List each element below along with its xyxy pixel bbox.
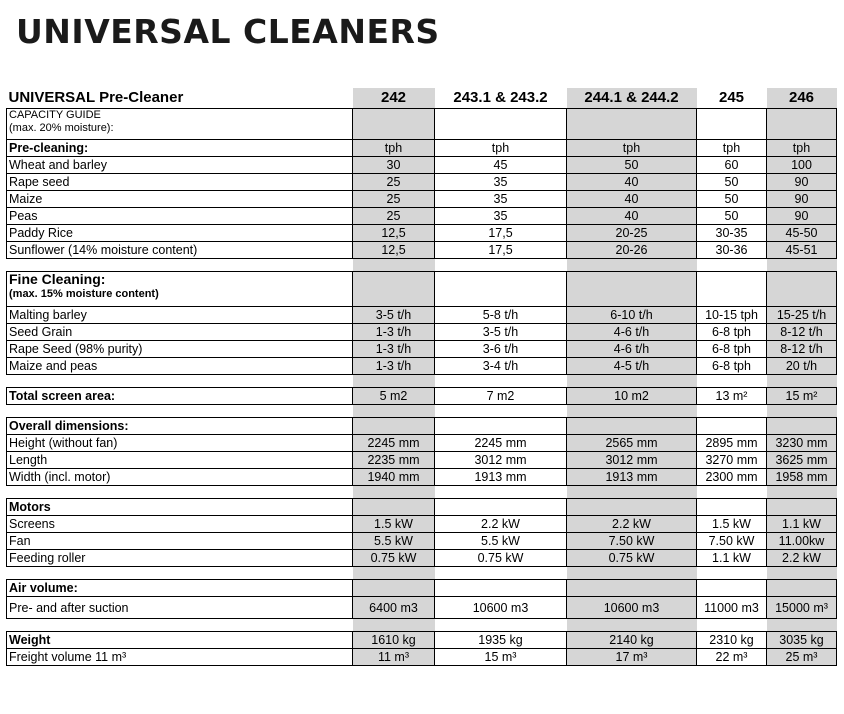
value-cell: 10 m2 [567,388,697,405]
value-cell: 1.1 kW [697,550,767,567]
value-cell: 5.5 kW [435,533,567,550]
empty-cell [767,272,837,307]
value-cell: 0.75 kW [353,550,435,567]
value-cell: 90 [767,174,837,191]
row-label: Malting barley [7,307,353,324]
spacer-cell [567,259,697,272]
empty-cell [435,580,567,597]
section-title: Overall dimensions: [7,418,353,435]
table-row [7,341,837,358]
weight-row [7,632,837,649]
empty-cell [567,418,697,435]
value-cell: 40 [567,174,697,191]
model-header: 246 [767,88,837,109]
value-cell: 11000 m3 [697,597,767,619]
value-cell: 1958 mm [767,469,837,486]
value-cell: 90 [767,208,837,225]
page-title: UNIVERSAL CLEANERS [16,12,440,51]
value-cell: 7 m2 [435,388,567,405]
value-cell: 17,5 [435,242,567,259]
value-cell: 12,5 [353,242,435,259]
value-cell: 45 [435,157,567,174]
value-cell: 1-3 t/h [353,358,435,375]
value-cell: 15-25 t/h [767,307,837,324]
value-cell: 6-10 t/h [567,307,697,324]
spec-table [6,88,837,666]
empty-cell [767,109,837,140]
value-cell: 40 [567,208,697,225]
row-label: Rape Seed (98% purity) [7,341,353,358]
value-cell: 22 m³ [697,649,767,666]
value-cell: 45-51 [767,242,837,259]
spacer-cell [435,259,567,272]
value-cell: 1935 kg [435,632,567,649]
empty-cell [567,109,697,140]
value-cell: 3-6 t/h [435,341,567,358]
spacer-cell [697,375,767,388]
value-cell: 1940 mm [353,469,435,486]
spacer-cell [697,619,767,632]
spacer-cell [767,405,837,418]
table-row [7,191,837,208]
value-cell: 10600 m3 [567,597,697,619]
unit-cell: tph [567,140,697,157]
freight-row [7,649,837,666]
value-cell: 3-5 t/h [435,324,567,341]
value-cell: 50 [697,208,767,225]
table-row [7,208,837,225]
section-title: Motors [7,499,353,516]
value-cell: 7.50 kW [697,533,767,550]
table-row [7,157,837,174]
value-cell: 2245 mm [353,435,435,452]
spacer-cell [435,619,567,632]
value-cell: 10600 m3 [435,597,567,619]
row-label: Maize [7,191,353,208]
table-row [7,550,837,567]
value-cell: 25 [353,174,435,191]
value-cell: 20 t/h [767,358,837,375]
empty-cell [353,499,435,516]
table-row [7,324,837,341]
header-row [7,88,837,109]
spacer-cell [7,567,353,580]
value-cell: 8-12 t/h [767,341,837,358]
spacer-cell [353,486,435,499]
spacer-cell [767,567,837,580]
spacer-cell [435,405,567,418]
empty-cell [435,109,567,140]
value-cell: 3230 mm [767,435,837,452]
model-header: 243.1 & 243.2 [453,89,548,106]
table-row [7,307,837,324]
row-label: Length [7,452,353,469]
section-title [7,272,353,307]
value-cell: 15000 m³ [767,597,837,619]
section-row [7,580,837,597]
table-row [7,435,837,452]
empty-cell [353,418,435,435]
empty-cell [697,109,767,140]
value-cell: 2.2 kW [435,516,567,533]
empty-cell [767,418,837,435]
spacer-cell [567,567,697,580]
row-label: Width (incl. motor) [7,469,353,486]
value-cell: 1913 mm [567,469,697,486]
value-cell: 15 m² [767,388,837,405]
section-title: Weight [7,632,353,649]
spacer-cell [567,486,697,499]
unit-cell: tph [767,140,837,157]
spacer-cell [697,259,767,272]
value-cell: 4-6 t/h [567,341,697,358]
value-cell: 1610 kg [353,632,435,649]
table-row [7,469,837,486]
section-title: Total screen area: [7,388,353,405]
value-cell: 2565 mm [567,435,697,452]
fine-cleaning-title: Fine Cleaning: [9,271,106,287]
empty-cell [697,272,767,307]
spacer-cell [567,405,697,418]
empty-cell [697,580,767,597]
empty-cell [767,499,837,516]
row-label: Paddy Rice [7,225,353,242]
spacer-cell [435,567,567,580]
row-label: Screens [7,516,353,533]
spacer-row [7,259,837,272]
empty-cell [567,580,697,597]
table-row [7,225,837,242]
spacer-cell [567,375,697,388]
value-cell: 3270 mm [697,452,767,469]
value-cell: 2235 mm [353,452,435,469]
value-cell: 13 m² [697,388,767,405]
spacer-cell [435,486,567,499]
capacity-guide-label [7,109,353,140]
spacer-row [7,405,837,418]
model-header: 245 [718,89,745,106]
spacer-row [7,375,837,388]
row-label: Freight volume 11 m³ [7,649,353,666]
value-cell: 60 [697,157,767,174]
value-cell: 5.5 kW [353,533,435,550]
unit-cell: tph [697,140,767,157]
table-row [7,242,837,259]
row-label: Maize and peas [7,358,353,375]
value-cell: 2895 mm [697,435,767,452]
spacer-row [7,619,837,632]
value-cell: 35 [435,208,567,225]
unit-cell: tph [435,140,567,157]
empty-cell [435,499,567,516]
row-label: Pre- and after suction [7,597,353,619]
value-cell: 30-36 [697,242,767,259]
value-cell: 12,5 [353,225,435,242]
value-cell: 2.2 kW [767,550,837,567]
spacer-cell [697,486,767,499]
value-cell: 1-3 t/h [353,324,435,341]
value-cell: 11 m³ [353,649,435,666]
spacer-cell [767,486,837,499]
spacer-cell [7,619,353,632]
table-row [7,533,837,550]
section-title: Air volume: [7,580,353,597]
value-cell: 30-35 [697,225,767,242]
table-row [7,516,837,533]
spacer-row [7,567,837,580]
spacer-cell [353,259,435,272]
value-cell: 1.5 kW [353,516,435,533]
table-row [7,452,837,469]
fine-cleaning-subtitle: (max. 15% moisture content) [9,288,159,300]
value-cell: 35 [435,191,567,208]
value-cell: 2140 kg [567,632,697,649]
spacer-cell [697,405,767,418]
value-cell: 6-8 tph [697,341,767,358]
spacer-cell [353,405,435,418]
capacity-row [7,109,837,140]
capacity-guide-note: (max. 20% moisture): [9,122,114,134]
empty-cell [353,580,435,597]
spacer-cell [7,259,353,272]
value-cell: 5-8 t/h [435,307,567,324]
section-title: Pre-cleaning: [7,140,353,157]
value-cell: 7.50 kW [567,533,697,550]
empty-cell [697,499,767,516]
spacer-cell [767,619,837,632]
value-cell: 3-5 t/h [353,307,435,324]
value-cell: 1.1 kW [767,516,837,533]
value-cell: 2300 mm [697,469,767,486]
value-cell: 1-3 t/h [353,341,435,358]
empty-cell [767,580,837,597]
spacer-cell [7,405,353,418]
value-cell: 50 [567,157,697,174]
value-cell: 30 [353,157,435,174]
value-cell: 15 m³ [435,649,567,666]
value-cell: 2245 mm [435,435,567,452]
value-cell: 35 [435,174,567,191]
row-label: Height (without fan) [7,435,353,452]
value-cell: 4-5 t/h [567,358,697,375]
empty-cell [435,418,567,435]
value-cell: 50 [697,191,767,208]
value-cell: 2310 kg [697,632,767,649]
spacer-cell [435,375,567,388]
value-cell: 3012 mm [567,452,697,469]
value-cell: 3625 mm [767,452,837,469]
row-label: Rape seed [7,174,353,191]
screen-area-row [7,388,837,405]
empty-cell [353,109,435,140]
empty-cell [697,418,767,435]
value-cell: 3-4 t/h [435,358,567,375]
value-cell: 1.5 kW [697,516,767,533]
unit-cell: tph [353,140,435,157]
spec-table-body [7,88,837,666]
spacer-row [7,486,837,499]
value-cell: 40 [567,191,697,208]
value-cell: 5 m2 [353,388,435,405]
spacer-cell [767,259,837,272]
section-row [7,272,837,307]
spacer-cell [353,375,435,388]
value-cell: 20-26 [567,242,697,259]
table-row [7,174,837,191]
value-cell: 2.2 kW [567,516,697,533]
model-header: 242 [353,88,435,109]
value-cell: 0.75 kW [435,550,567,567]
value-cell: 6400 m3 [353,597,435,619]
value-cell: 90 [767,191,837,208]
value-cell: 0.75 kW [567,550,697,567]
value-cell: 17,5 [435,225,567,242]
value-cell: 50 [697,174,767,191]
value-cell: 45-50 [767,225,837,242]
capacity-guide-line: CAPACITY GUIDE [9,109,101,121]
value-cell: 1913 mm [435,469,567,486]
spacer-cell [7,375,353,388]
value-cell: 17 m³ [567,649,697,666]
value-cell: 11.00kw [767,533,837,550]
value-cell: 10-15 tph [697,307,767,324]
table-row [7,597,837,619]
row-label: Seed Grain [7,324,353,341]
value-cell: 3035 kg [767,632,837,649]
spacer-cell [353,567,435,580]
spacer-cell [697,567,767,580]
value-cell: 25 [353,208,435,225]
value-cell: 4-6 t/h [567,324,697,341]
spacer-cell [353,619,435,632]
row-label: Peas [7,208,353,225]
value-cell: 6-8 tph [697,324,767,341]
value-cell: 20-25 [567,225,697,242]
table-heading: UNIVERSAL Pre-Cleaner [8,89,184,106]
row-label: Wheat and barley [7,157,353,174]
section-row [7,140,837,157]
empty-cell [353,272,435,307]
row-label: Sunflower (14% moisture content) [7,242,353,259]
model-header: 244.1 & 244.2 [567,88,697,109]
value-cell: 100 [767,157,837,174]
row-label: Feeding roller [7,550,353,567]
value-cell: 3012 mm [435,452,567,469]
empty-cell [435,272,567,307]
empty-cell [567,272,697,307]
value-cell: 25 m³ [767,649,837,666]
spacer-cell [567,619,697,632]
table-row [7,358,837,375]
section-row [7,499,837,516]
value-cell: 25 [353,191,435,208]
value-cell: 6-8 tph [697,358,767,375]
empty-cell [567,499,697,516]
value-cell: 8-12 t/h [767,324,837,341]
spacer-cell [767,375,837,388]
spacer-cell [7,486,353,499]
row-label: Fan [7,533,353,550]
section-row [7,418,837,435]
